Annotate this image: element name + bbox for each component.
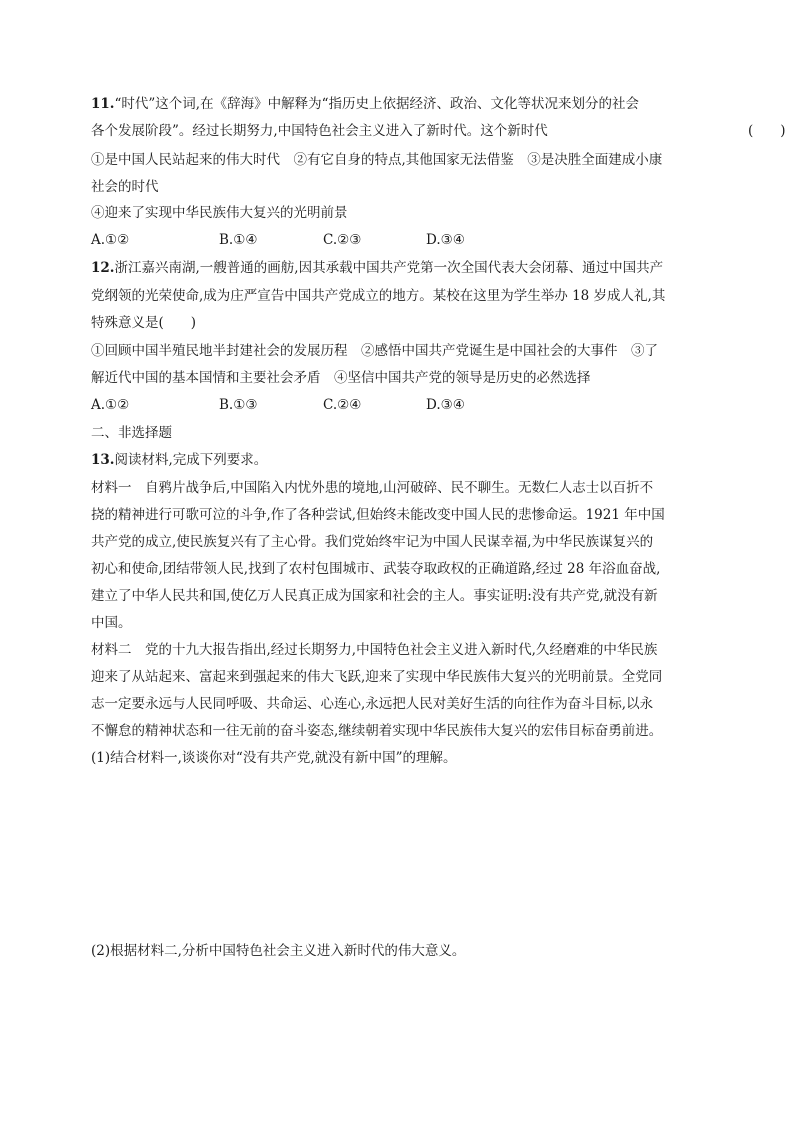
material-2-line: 不懈怠的精神状态和一往无前的奋斗姿态,继续朝着实现中华民族伟大复兴的宏伟目标奋勇前进。 <box>91 723 663 739</box>
q13-subquestion-2: (2)根据材料二,分析中国特色社会主义进入新时代的伟大意义。 <box>91 943 466 959</box>
q13-intro: 13.阅读材料,完成下列要求。 <box>91 452 268 468</box>
q12-line-2: 党纲领的光荣使命,成为庄严宣告中国共产党成立的地方。某校在这里为学生举办 18 岁成人礼,其 <box>91 288 666 304</box>
q12-option-d: D.③④ <box>426 397 465 413</box>
material-2-line: 志一定要永远与人民同呼吸、共命运、心连心,永远把人民对美好生活的向往作为奋斗目标,以永 <box>91 696 654 712</box>
q12-option-c: C.②④ <box>323 397 362 413</box>
q12-statements-1: ①回顾中国半殖民地半封建社会的发展历程 ②感悟中国共产党诞生是中国社会的大事件 ③了 <box>91 343 658 359</box>
q11-option-d: D.③④ <box>426 232 465 248</box>
q12-line-3: 特殊意义是( ) <box>91 315 197 331</box>
q12-option-b: B.①③ <box>219 397 258 413</box>
material-1-line: 中国。 <box>91 615 132 631</box>
section-title: 二、非选择题 <box>91 425 172 441</box>
material-1-line: 挠的精神进行可歌可泣的斗争,作了各种尝试,但始终未能改变中国人民的悲惨命运。1921 年中国 <box>91 507 665 523</box>
material-1-line: 材料一 自鸦片战争后,中国陷入内忧外患的境地,山河破碎、民不聊生。无数仁人志士以百折不 <box>91 480 654 496</box>
material-1-line: 初心和使命,团结带领人民,找到了农村包围城市、武装夺取政权的正确道路,经过 28 年浴血奋战, <box>91 561 661 577</box>
q11-option-a: A.①② <box>91 232 130 248</box>
q13-number: 13. <box>91 452 115 468</box>
q11-option-c: C.②③ <box>323 232 362 248</box>
q12-options <box>91 396 711 414</box>
q11-statements-3: ④迎来了实现中华民族伟大复兴的光明前景 <box>91 205 348 221</box>
q11-line-2: 各个发展阶段”。经过长期努力,中国特色社会主义进入了新时代。这个新时代 ( ) <box>91 123 786 139</box>
material-1-line: 建立了中华人民共和国,使亿万人民真正成为国家和社会的主人。事实证明:没有共产党,就没有新 <box>91 588 658 604</box>
q11-line-1: 11.“时代”这个词,在《辞海》中解释为“指历史上依据经济、政治、文化等状况来划分的社会 <box>91 96 639 112</box>
q11-number: 11. <box>91 96 115 112</box>
q11-statements-1: ①是中国人民站起来的伟大时代 ②有它自身的特点,其他国家无法借鉴 ③是决胜全面建成小康 <box>91 152 663 168</box>
q11-statements-2: 社会的时代 <box>91 179 159 195</box>
q12-number: 12. <box>91 260 115 276</box>
material-2-line: 材料二 党的十九大报告指出,经过长期努力,中国特色社会主义进入新时代,久经磨难的中华民族 <box>91 642 658 658</box>
q11-answer-paren: ( ) <box>748 123 786 139</box>
q13-subquestion-1: (1)结合材料一,谈谈你对“没有共产党,就没有新中国”的理解。 <box>91 750 457 766</box>
q12-line-1: 12.浙江嘉兴南湖,一艘普通的画舫,因其承载中国共产党第一次全国代表大会闭幕、通过中国共产 <box>91 260 664 276</box>
q12-option-a: A.①② <box>91 397 130 413</box>
q11-options <box>91 231 711 249</box>
material-1-line: 共产党的成立,使民族复兴有了主心骨。我们党始终牢记为中国人民谋幸福,为中华民族谋复兴的 <box>91 534 654 550</box>
q12-statements-2: 解近代中国的基本国情和主要社会矛盾 ④坚信中国共产党的领导是历史的必然选择 <box>91 370 591 386</box>
q11-option-b: B.①④ <box>219 232 258 248</box>
material-2-line: 迎来了从站起来、富起来到强起来的伟大飞跃,迎来了实现中华民族伟大复兴的光明前景。全党同 <box>91 669 663 685</box>
